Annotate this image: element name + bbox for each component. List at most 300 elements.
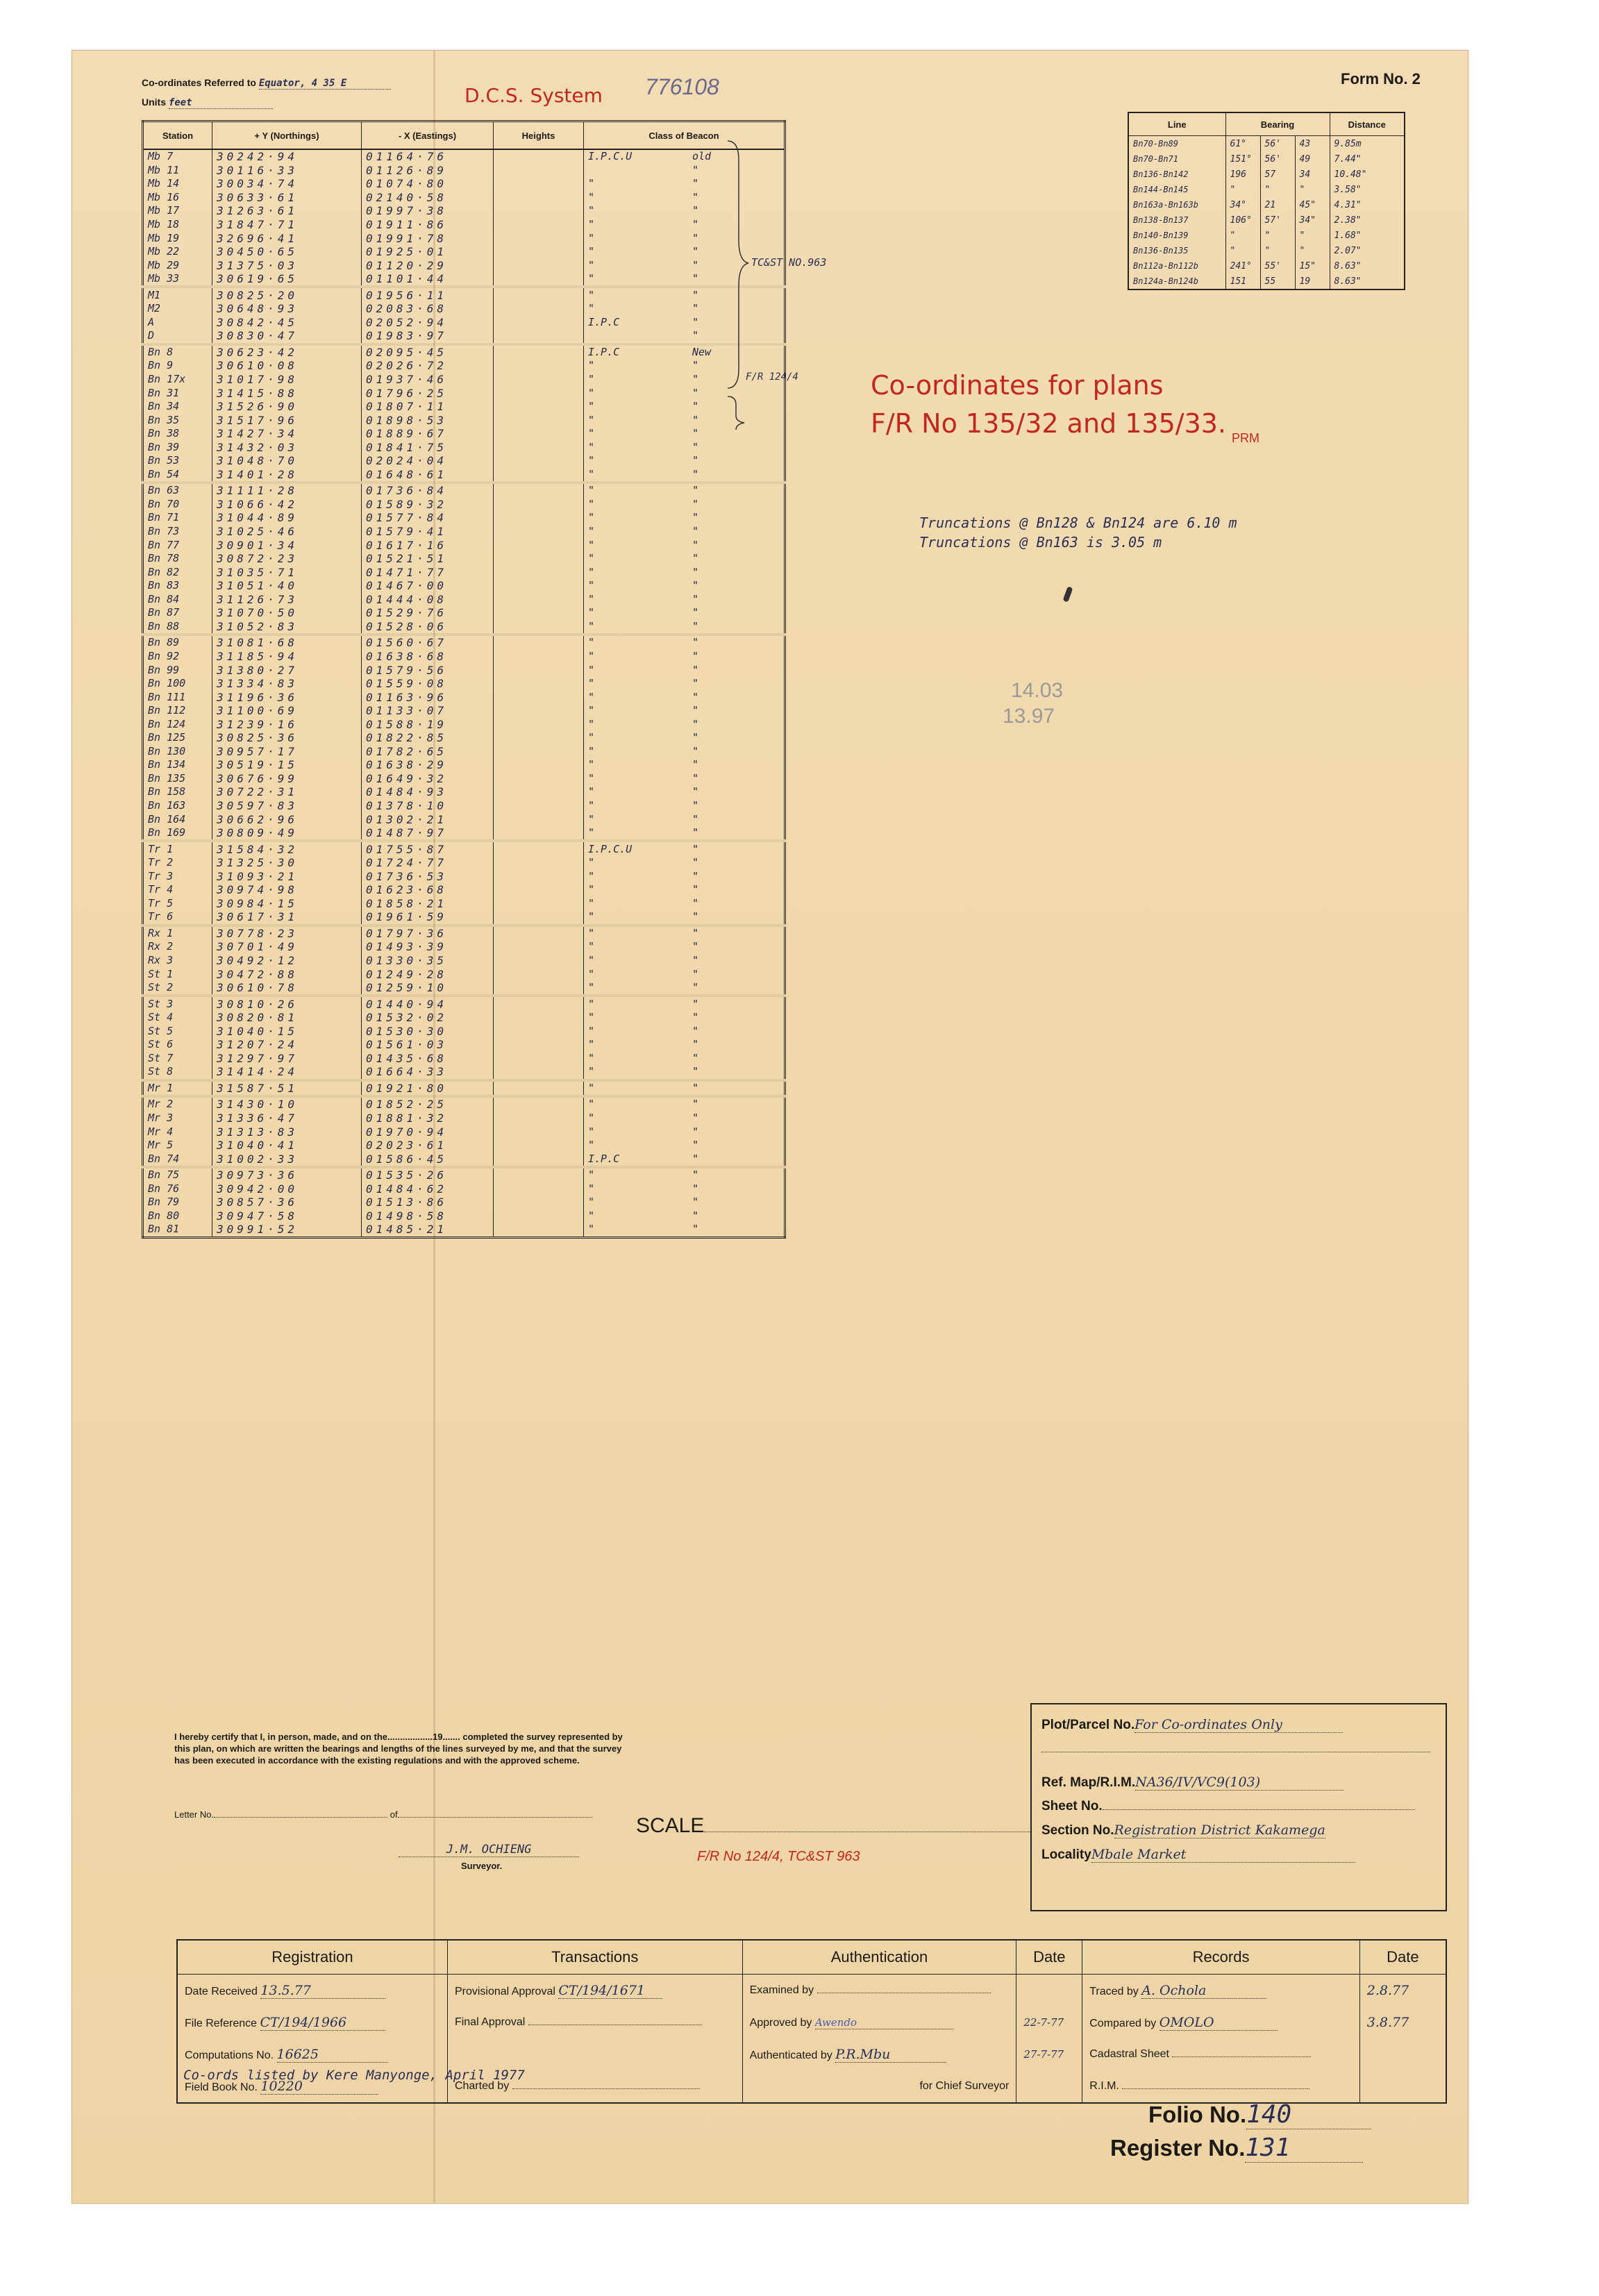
coordinate-row xyxy=(143,483,785,498)
beacon-class: " xyxy=(588,427,595,440)
station-cell: Bn 17x xyxy=(143,373,212,387)
distance-cell: 8.63" xyxy=(1330,258,1405,274)
station-cell: Bn 112 xyxy=(143,704,212,718)
beacon-status: " xyxy=(692,272,699,285)
easting-cell: 01664·33 xyxy=(362,1065,494,1080)
coordinate-row xyxy=(143,149,785,164)
beacon-status: " xyxy=(692,744,699,757)
bearing-min: " xyxy=(1260,243,1295,258)
coordinate-row xyxy=(143,650,785,664)
coordinate-row xyxy=(143,812,785,826)
coordinate-row xyxy=(143,427,785,441)
class-cell xyxy=(584,925,785,941)
beacon-status: " xyxy=(692,454,699,467)
prov-label: Provisional Approval xyxy=(454,1985,555,1997)
height-cell xyxy=(494,344,584,360)
beacon-status: " xyxy=(692,649,699,662)
station-cell: Bn 158 xyxy=(143,785,212,799)
northing-cell: 31430·10 xyxy=(212,1096,362,1112)
class-cell xyxy=(584,772,785,786)
height-cell xyxy=(494,772,584,786)
beacon-status: " xyxy=(692,663,699,676)
station-cell: Bn 83 xyxy=(143,579,212,593)
northing-cell: 31584·32 xyxy=(212,841,362,856)
station-cell: Mb 29 xyxy=(143,258,212,272)
beacon-class: " xyxy=(588,1112,595,1124)
bearing-sec: 34" xyxy=(1295,212,1330,228)
beacon-class: " xyxy=(588,981,595,994)
beacon-status: " xyxy=(692,758,699,771)
northing-cell: 30701·49 xyxy=(212,940,362,954)
height-cell xyxy=(494,869,584,883)
station-cell: Bn 89 xyxy=(143,635,212,650)
beacon-class: " xyxy=(588,1098,595,1111)
station-cell: Mb 19 xyxy=(143,231,212,245)
easting-cell: 01970·94 xyxy=(362,1125,494,1139)
northing-cell: 30676·99 xyxy=(212,772,362,786)
northing-cell: 31334·83 xyxy=(212,677,362,691)
coordinate-row xyxy=(143,245,785,259)
line-cell: Bn138-Bn137 xyxy=(1128,212,1225,228)
class-cell xyxy=(584,1139,785,1153)
northing-cell: 30633·61 xyxy=(212,191,362,205)
coordinate-row xyxy=(143,538,785,552)
height-cell xyxy=(494,717,584,731)
easting-cell: 01638·68 xyxy=(362,650,494,664)
northing-cell: 30722·31 xyxy=(212,785,362,799)
northing-cell: 31040·41 xyxy=(212,1139,362,1153)
easting-cell: 01589·32 xyxy=(362,498,494,512)
date-received: 13.5.77 xyxy=(260,1983,385,1999)
register-value: 131 xyxy=(1245,2134,1363,2163)
bearing-sec: 15" xyxy=(1295,258,1330,274)
height-cell xyxy=(494,940,584,954)
class-cell xyxy=(584,272,785,287)
beacon-class: " xyxy=(588,717,595,730)
class-cell xyxy=(584,717,785,731)
coordinate-row xyxy=(143,316,785,330)
beacon-class: " xyxy=(588,565,595,578)
bearing-deg: 196 xyxy=(1225,167,1260,182)
easting-cell: 01484·62 xyxy=(362,1182,494,1196)
locality-value: Mbale Market xyxy=(1091,1847,1355,1863)
northing-cell: 31239·16 xyxy=(212,717,362,731)
computations: 16625 xyxy=(277,2047,388,2063)
easting-cell: 01530·30 xyxy=(362,1024,494,1038)
northing-cell: 31380·27 xyxy=(212,663,362,677)
beacon-class: " xyxy=(588,606,595,619)
station-cell: Bn 100 xyxy=(143,677,212,691)
class-cell xyxy=(584,149,785,164)
h-transactions: Transactions xyxy=(447,1940,742,1975)
beacon-class: " xyxy=(588,511,595,524)
beacon-status: " xyxy=(692,856,699,869)
beacon-status: " xyxy=(692,785,699,798)
easting-cell: 01559·08 xyxy=(362,677,494,691)
height-cell xyxy=(494,1209,584,1223)
easting-cell: 01983·97 xyxy=(362,329,494,344)
northing-cell: 31185·94 xyxy=(212,650,362,664)
station-cell: Mb 7 xyxy=(143,149,212,164)
bearing-sec: 34 xyxy=(1295,167,1330,182)
height-cell xyxy=(494,316,584,330)
easting-cell: 01444·08 xyxy=(362,593,494,607)
coordinate-row xyxy=(143,897,785,911)
height-cell xyxy=(494,552,584,566)
truncation-note-1: Truncations @ Bn128 & Bn124 are 6.10 m xyxy=(919,514,1237,531)
height-cell xyxy=(494,245,584,259)
station-cell: M1 xyxy=(143,287,212,302)
beacon-status: " xyxy=(692,1081,699,1094)
height-cell xyxy=(494,538,584,552)
easting-cell: 02024·04 xyxy=(362,454,494,468)
coordinate-row xyxy=(143,758,785,772)
height-cell xyxy=(494,635,584,650)
northing-cell: 31196·36 xyxy=(212,690,362,704)
beacon-status: " xyxy=(692,1038,699,1051)
beacon-class: " xyxy=(588,1209,595,1222)
height-cell xyxy=(494,329,584,344)
authenticated-label: Authenticated by xyxy=(749,2049,832,2061)
northing-cell: 31427·34 xyxy=(212,427,362,441)
beacon-class: " xyxy=(588,910,595,923)
beacon-class: I.P.C.U xyxy=(588,150,633,163)
easting-cell: 01579·41 xyxy=(362,525,494,539)
line-cell: Bn136-Bn135 xyxy=(1128,243,1225,258)
parcel-info-box xyxy=(1030,1703,1447,1911)
beacon-class: " xyxy=(588,484,595,497)
folio-label: Folio No. xyxy=(1148,2102,1247,2127)
height-cell xyxy=(494,427,584,441)
beacon-class: " xyxy=(588,798,595,812)
coordinate-row xyxy=(143,1052,785,1066)
beacon-status: old xyxy=(692,150,712,163)
bearing-row xyxy=(1128,258,1405,274)
beacon-class: " xyxy=(588,649,595,662)
height-cell xyxy=(494,191,584,205)
beacon-class: " xyxy=(588,1182,595,1195)
coordinate-row xyxy=(143,841,785,856)
height-cell xyxy=(494,1052,584,1066)
locality-label: Locality xyxy=(1041,1847,1091,1862)
beacon-status: " xyxy=(692,717,699,730)
easting-cell: 01736·53 xyxy=(362,869,494,883)
station-cell: Bn 8 xyxy=(143,344,212,360)
beacon-class: " xyxy=(588,177,595,190)
coordinate-row xyxy=(143,231,785,245)
coordinate-row xyxy=(143,717,785,731)
height-cell xyxy=(494,812,584,826)
beacon-status: " xyxy=(692,926,699,939)
station-cell: Bn 88 xyxy=(143,620,212,635)
height-cell xyxy=(494,1011,584,1025)
northing-cell: 31526·90 xyxy=(212,400,362,414)
beacon-status: " xyxy=(692,565,699,578)
station-cell: Bn 87 xyxy=(143,606,212,620)
station-cell: M2 xyxy=(143,302,212,316)
bearing-sec: 49 xyxy=(1295,151,1330,167)
coordinate-row xyxy=(143,344,785,360)
beacon-status: New xyxy=(692,345,712,358)
class-cell xyxy=(584,785,785,799)
beacon-class: " xyxy=(588,288,595,301)
class-cell xyxy=(584,1011,785,1025)
coordinate-row xyxy=(143,1112,785,1125)
height-cell xyxy=(494,468,584,483)
height-cell xyxy=(494,690,584,704)
station-cell: St 2 xyxy=(143,981,212,996)
northing-cell: 31263·61 xyxy=(212,204,362,218)
coordinates-header xyxy=(143,121,785,150)
beacon-class: " xyxy=(588,1051,595,1064)
beacon-class: " xyxy=(588,744,595,757)
class-cell xyxy=(584,620,785,635)
station-cell: Rx 3 xyxy=(143,954,212,968)
northing-cell: 30820·81 xyxy=(212,1011,362,1025)
bearing-min: 57' xyxy=(1260,212,1295,228)
station-cell: Mb 18 xyxy=(143,218,212,232)
bearing-sec: 45" xyxy=(1295,197,1330,212)
coordinate-row xyxy=(143,883,785,897)
drawing-number: 776108 xyxy=(645,74,719,99)
station-cell: Mb 16 xyxy=(143,191,212,205)
class-cell xyxy=(584,1182,785,1196)
northing-cell: 30957·17 xyxy=(212,745,362,759)
station-cell: St 6 xyxy=(143,1038,212,1052)
easting-cell: 01164·76 xyxy=(362,149,494,164)
northing-cell: 30830·47 xyxy=(212,329,362,344)
station-cell: Bn 81 xyxy=(143,1223,212,1237)
coordinate-row xyxy=(143,1096,785,1112)
beacon-class: " xyxy=(588,525,595,538)
height-cell xyxy=(494,593,584,607)
letter-line xyxy=(174,1809,592,1820)
bearing-deg: " xyxy=(1225,243,1260,258)
northing-cell: 30857·36 xyxy=(212,1196,362,1209)
surveyor-name: J.M. OCHIENG xyxy=(399,1843,579,1857)
beacon-class: " xyxy=(588,619,595,632)
class-cell xyxy=(584,910,785,925)
bearing-min: 55' xyxy=(1260,258,1295,274)
beacon-status: " xyxy=(692,677,699,690)
easting-cell: 01378·10 xyxy=(362,799,494,813)
height-cell xyxy=(494,258,584,272)
easting-cell: 01435·68 xyxy=(362,1052,494,1066)
northing-cell: 30610·08 xyxy=(212,359,362,373)
approved-label: Approved by xyxy=(749,2016,812,2029)
distance-cell: 2.38" xyxy=(1330,212,1405,228)
northing-cell: 30872·23 xyxy=(212,552,362,566)
brace-note-fr: F/R 124/4 xyxy=(746,371,798,383)
beacon-class: " xyxy=(588,552,595,565)
station-cell: St 3 xyxy=(143,996,212,1011)
distance-cell: 10.48" xyxy=(1330,167,1405,182)
station-cell: Bn 92 xyxy=(143,650,212,664)
northing-cell: 30242·94 xyxy=(212,149,362,164)
class-cell xyxy=(584,799,785,813)
line-cell: Bn136-Bn142 xyxy=(1128,167,1225,182)
beacon-status: " xyxy=(692,1125,699,1138)
compared-date: 3.8.77 xyxy=(1359,2006,1446,2038)
reg-row-1 xyxy=(177,1975,1446,2007)
col-station: Station xyxy=(143,121,212,150)
beacon-class: " xyxy=(588,272,595,285)
beacon-class: " xyxy=(588,204,595,217)
class-cell xyxy=(584,1209,785,1223)
bearing-row xyxy=(1128,228,1405,243)
height-cell xyxy=(494,677,584,691)
beacon-class: " xyxy=(588,413,595,426)
beacon-status: " xyxy=(692,842,699,855)
plot-label: Plot/Parcel No. xyxy=(1041,1718,1135,1732)
coordinate-row xyxy=(143,981,785,996)
coordinate-row xyxy=(143,799,785,813)
class-cell xyxy=(584,413,785,427)
station-cell: Bn 53 xyxy=(143,454,212,468)
height-cell xyxy=(494,996,584,1011)
beacon-status: " xyxy=(692,329,699,342)
class-cell xyxy=(584,745,785,759)
class-cell xyxy=(584,204,785,218)
easting-cell: 01796·25 xyxy=(362,386,494,400)
beacon-status: " xyxy=(692,1065,699,1078)
northing-cell: 31375·03 xyxy=(212,258,362,272)
bearing-min: 21 xyxy=(1260,197,1295,212)
class-cell xyxy=(584,400,785,414)
easting-cell: 01755·87 xyxy=(362,841,494,856)
brace-fr xyxy=(728,396,744,430)
file-ref-label: File Reference xyxy=(185,2017,258,2029)
station-cell: Mb 33 xyxy=(143,272,212,287)
coordinate-row xyxy=(143,1196,785,1209)
class-cell xyxy=(584,1152,785,1167)
class-cell xyxy=(584,1096,785,1112)
northing-cell: 30901·34 xyxy=(212,538,362,552)
class-cell xyxy=(584,329,785,344)
form-no: Form No. 2 xyxy=(1341,70,1421,87)
beacon-class: " xyxy=(588,245,595,258)
coordinate-row xyxy=(143,940,785,954)
class-cell xyxy=(584,483,785,498)
bearing-sec: 43 xyxy=(1295,136,1330,152)
height-cell xyxy=(494,731,584,745)
class-cell xyxy=(584,1223,785,1237)
class-cell xyxy=(584,758,785,772)
certificate-text: I hereby certify that I, in person, made, and on the..................19....... completed the survey represented by this plan, on which are written the bearings and lengths of the lines surveyed by me, and that the survey has been executed in accordance with the existing regulations and with the approved scheme. xyxy=(174,1732,623,1766)
station-cell: Tr 1 xyxy=(143,841,212,856)
class-cell xyxy=(584,731,785,745)
beacon-class: " xyxy=(588,1081,595,1094)
beacon-class: " xyxy=(588,190,595,203)
beacon-class: " xyxy=(588,579,595,592)
northing-cell: 30610·78 xyxy=(212,981,362,996)
easting-cell: 01724·77 xyxy=(362,856,494,870)
beacon-class: " xyxy=(588,1196,595,1209)
station-cell: Bn 54 xyxy=(143,468,212,483)
beacon-class: " xyxy=(588,497,595,510)
line-cell: Bn144-Bn145 xyxy=(1128,182,1225,197)
height-cell xyxy=(494,745,584,759)
beacon-status: " xyxy=(692,1011,699,1024)
class-cell xyxy=(584,302,785,316)
beacon-class: " xyxy=(588,869,595,882)
bearing-min: 56' xyxy=(1260,151,1295,167)
station-cell: Bn 38 xyxy=(143,427,212,441)
class-cell xyxy=(584,498,785,512)
class-cell xyxy=(584,440,785,454)
section-label: Section No. xyxy=(1041,1823,1114,1838)
beacon-status: " xyxy=(692,883,699,896)
height-cell xyxy=(494,620,584,635)
northing-cell: 30034·74 xyxy=(212,177,362,191)
northing-cell: 31401·28 xyxy=(212,468,362,483)
traced-value: A. Ochola xyxy=(1141,1983,1266,1999)
bearing-min: 55 xyxy=(1260,274,1295,290)
northing-cell: 31207·24 xyxy=(212,1038,362,1052)
authenticated-date: 27-7-77 xyxy=(1016,2038,1082,2070)
bearing-table xyxy=(1128,112,1405,290)
coordinate-row xyxy=(143,1065,785,1080)
blank-row xyxy=(1041,1741,1446,1757)
beacon-status: " xyxy=(692,1196,699,1209)
height-cell xyxy=(494,606,584,620)
beacon-status: " xyxy=(692,731,699,744)
height-cell xyxy=(494,1038,584,1052)
station-cell: Bn 71 xyxy=(143,511,212,525)
northing-cell: 31048·70 xyxy=(212,454,362,468)
class-cell xyxy=(584,856,785,870)
station-cell: Bn 73 xyxy=(143,525,212,539)
folio xyxy=(1148,2100,1371,2129)
station-cell: Bn 70 xyxy=(143,498,212,512)
ref-row xyxy=(1041,1775,1446,1791)
beacon-class: " xyxy=(588,302,595,315)
locality-row xyxy=(1041,1847,1446,1863)
class-cell xyxy=(584,677,785,691)
beacon-class: " xyxy=(588,1011,595,1024)
coordinate-row xyxy=(143,1182,785,1196)
northing-cell: 30810·26 xyxy=(212,996,362,1011)
height-cell xyxy=(494,177,584,191)
class-cell xyxy=(584,344,785,360)
coordinate-row xyxy=(143,996,785,1011)
class-cell xyxy=(584,883,785,897)
folio-value: 140 xyxy=(1246,2100,1371,2129)
beacon-class: " xyxy=(588,731,595,744)
height-cell xyxy=(494,841,584,856)
coordinate-row xyxy=(143,967,785,981)
h-date2: Date xyxy=(1359,1940,1446,1975)
approved-signature: Awendo xyxy=(815,2016,954,2029)
northing-cell: 30809·49 xyxy=(212,826,362,841)
beacon-status: " xyxy=(692,218,699,231)
beacon-status: " xyxy=(692,190,699,203)
beacon-class: " xyxy=(588,997,595,1010)
station-cell: Mr 2 xyxy=(143,1096,212,1112)
brace-note-tcst: TC&ST NO.963 xyxy=(751,256,827,269)
coordinate-row xyxy=(143,218,785,232)
station-cell: St 7 xyxy=(143,1052,212,1066)
station-cell: Bn 84 xyxy=(143,593,212,607)
scale xyxy=(636,1814,1030,1838)
coordinate-row xyxy=(143,663,785,677)
surveyor-label: Surveyor. xyxy=(461,1861,503,1871)
easting-cell: 01330·35 xyxy=(362,954,494,968)
station-cell: Bn 74 xyxy=(143,1152,212,1167)
height-cell xyxy=(494,925,584,941)
height-cell xyxy=(494,272,584,287)
easting-cell: 01302·21 xyxy=(362,812,494,826)
